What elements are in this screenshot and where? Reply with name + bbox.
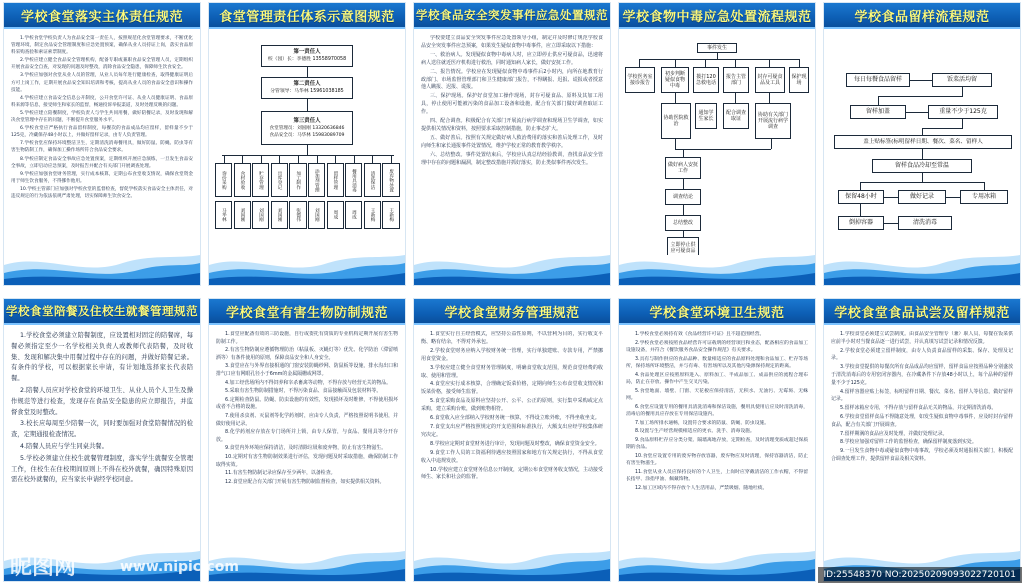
paragraph: 二、报告情况。学校应在发现疑似食物中毒事件后2小时内，向所在地教育行政部门、市场监督管理部门和卫生健康部门报告，不得瞒报、迟报、谎报或者授意他人瞒报、迟报、谎报。	[421, 68, 603, 91]
connector	[910, 80, 932, 81]
paragraph: 五、做好善后。按照有关规定做好病人救治费用的落实和善后处理工作，及时向师生和家长通报事件处置情况，维护学校正常的教育教学秩序。	[421, 134, 603, 149]
duty-cell: 食材验收	[234, 163, 251, 197]
flow-node: 协助有关部门开展流行病学调查	[755, 103, 791, 139]
duty-holder-cell: 刘国刚	[234, 201, 251, 229]
panel-title: 学校食堂环境卫生规范	[649, 305, 785, 321]
connector	[735, 93, 736, 103]
paragraph: 2.学校应建立健全食品安全管理机构，配备专职或兼职食品安全管理人员，定期组织开展食品安全自查，对发现的问题及时整改，消除食品安全隐患，保障师生饮食安全。	[11, 58, 193, 71]
panel-body	[421, 331, 603, 551]
level1-person: 校（园）长：李德胜 13558970058	[267, 57, 347, 62]
connector	[860, 182, 984, 183]
duty-holder-cell: 刘国刚	[271, 201, 288, 229]
connector	[878, 96, 879, 105]
panel-header	[414, 299, 610, 325]
paragraph: 9.食堂内外环境应保持清洁，及时清除垃圾和废弃物，防止有害生物滋生。	[225, 445, 387, 452]
paragraph: 三、保护现场。保护好食堂加工操作现场，封存可疑食品、原料及其加工用具，停止使用可能被污染的食品加工设备和设施，配合有关部门做好调查取证工作。	[421, 93, 603, 116]
panel-body	[626, 331, 808, 551]
connector	[683, 179, 684, 189]
paragraph: 六、总结整改。事件处置结束后，学校应认真总结经验教训，查找食品安全管理中存在的问题和漏洞，制定整改措施并抓好落实，防止类似事件再次发生。	[421, 151, 603, 166]
paragraph: 7.留样期满的食品应及时处理，并做好处理记录。	[840, 430, 948, 437]
duty-holder-cell: 周成	[345, 201, 362, 229]
paragraph: 4.留样容器应贴上标签，标明留样日期、餐次、菜名、留样人等信息，做好留样记录。	[831, 388, 1013, 403]
flow-chart	[623, 35, 811, 255]
level2-person: 分管领导：马华林 15961038185	[270, 89, 344, 94]
connector	[222, 155, 394, 156]
connector	[683, 231, 684, 237]
duty-holder-cell: 周成	[327, 201, 344, 229]
paragraph: 5.食堂地面、墙壁、门窗、天花板应保持清洁，无积水、无油污、无霉斑、无蛛网。	[626, 388, 808, 401]
connector	[799, 59, 800, 67]
panel-text	[216, 331, 398, 486]
paragraph: 8.学校应制定食品安全事故应急处置预案，定期组织开展应急演练，一旦发生食品安全事故，立即启动应急预案，及时报告并配合有关部门开展调查处理。	[11, 156, 193, 169]
wave-decoration	[209, 251, 405, 285]
panel-title: 学校食品安全突发事件应急处置规范	[416, 8, 608, 22]
connector	[984, 182, 985, 190]
connector	[884, 223, 898, 224]
paragraph: 10.食堂应设置专用的废弃物存放容器，废弃物应及时清理，保持容器清洁，防止有害生物滋生。	[626, 453, 808, 466]
panel-poisoning-flow	[618, 2, 816, 286]
wave-decoration	[414, 251, 610, 285]
paragraph: 5.食堂采购食品及原料应坚持公开、公平、公正的原则，实行集中采购或定点采购，建立采购台账，做到账物相符。	[421, 398, 603, 413]
paragraph: 4.陪餐人员应与学生同桌共餐。	[20, 442, 108, 450]
panel-text	[831, 331, 1013, 464]
paragraph: 1.食堂应配备有效的三防设施，自行或委托有资质的专业机构定期开展有害生物防制工作。	[216, 331, 398, 345]
connector	[946, 197, 960, 198]
paragraph: 7.食堂支出应严格按照规定的开支范围和标准执行，大额支出应经学校集体研究决定。	[421, 423, 603, 438]
flow-node: 专用冰箱	[960, 190, 1008, 204]
connector	[307, 99, 308, 111]
paragraph: 3.学校应建立健全食堂财务管理制度，明确食堂收支范围，规范食堂经费的收取、使用和管理。	[421, 364, 603, 379]
duty-holder-cell: 张德伟	[289, 201, 306, 229]
panel-title: 学校食堂落实主体责任规范	[20, 9, 183, 25]
paragraph: 2.陪餐人员应对学校食堂的环境卫生、从业人员个人卫生及操作规范等进行检查，发现存在食品安全隐患的应立即报告，并监督食堂及时整改。	[11, 386, 193, 416]
panel-accompany-meal	[3, 298, 201, 582]
flow-node-start: 事件发生	[697, 43, 737, 53]
paragraph: 6.食堂收入应全部纳入学校财务统一核算，不得设立账外账，不得坐收坐支。	[430, 415, 600, 422]
paragraph: 11.食堂从业人员应保持良好的个人卫生，上岗时应穿戴清洁的工作衣帽，不得留长指甲、涂指甲油、佩戴饰物。	[626, 469, 808, 482]
connector	[224, 155, 225, 163]
flow-node: 每日每餐食品留样	[846, 73, 910, 87]
flow-node: 封存可疑食品及工具	[755, 67, 785, 93]
duty-holder-cell: 刘国刚	[308, 201, 325, 229]
panel-title: 学校食物中毒应急处置流程规范	[622, 9, 812, 25]
connector	[675, 139, 676, 149]
connector	[922, 149, 923, 159]
connector	[771, 139, 772, 149]
duty-cell: 贮存管理	[252, 163, 269, 197]
panel-text	[11, 331, 193, 486]
panel-header	[824, 3, 1020, 29]
paragraph: 11.有害生物防制记录应保存至少两年，以备检查。	[225, 470, 336, 477]
duty-cell: 添加剂管理	[308, 163, 325, 197]
panel-title: 学校食品留样流程规范	[854, 9, 990, 25]
paragraph: 4.学校应建立食品安全信息公开制度，公开食堂许可证、从业人员健康证明、食品原料来源等信息，接受师生和家长的监督，畅通投诉举报渠道，及时处理反映的问题。	[11, 95, 193, 108]
connector	[860, 182, 861, 190]
connector	[769, 93, 770, 103]
paragraph: 12.加工区域内不得存放个人生活用品，严禁吸烟、随地吐痰。	[635, 485, 768, 491]
flow-node: 做好记录	[898, 190, 946, 204]
flow-node: 调查结论	[665, 189, 701, 205]
paragraph: 2.学校食堂必须建立留样制度，由专人负责食品留样的采集、保存、处理及记录。	[831, 347, 1013, 362]
paragraph: 4.食堂应实行成本核算，合理确定饭菜价格，定期向师生公布食堂收支情况和饭菜价格，接受师生监督。	[421, 381, 603, 396]
connector	[639, 59, 640, 67]
panel-header	[414, 3, 610, 29]
level3-person: 食堂管理员：刘国刚 13320636846	[269, 125, 345, 131]
paragraph: 8.学校应加强对留样工作的监督检查，确保留样制度落到实处。	[840, 439, 977, 446]
paragraph: 9.学校应加强食堂财务管理，实行成本核算，定期公布食堂收支情况，确保食堂资金用于师生饮食服务，不得挪作他用。	[11, 171, 193, 184]
paragraph: 1.学校食堂学校负责人为食品安全第一责任人，按照规范化食堂管理要求，不断优化管理环境，制定食品安全管理制度和应急处置预案，确保从业人员持证上岗，落实食品原料采购查验和索证索票制度。	[11, 36, 193, 56]
watermark-url: www.nipic.com	[120, 559, 239, 575]
paragraph: 7.加工场所排水通畅，设置符合要求的防鼠、防蝇、防虫设施。	[635, 420, 770, 426]
flow-node: 通知学生家长	[695, 103, 717, 129]
panel-header	[619, 299, 815, 325]
panel-header	[209, 299, 405, 325]
panel-body	[11, 35, 193, 255]
panel-text	[11, 35, 193, 200]
panel-title: 学校食堂陪餐及住校生就餐管理规范	[6, 304, 198, 318]
connector	[391, 155, 392, 163]
panel-main-responsibility	[3, 2, 201, 286]
paragraph: 6.食堂应设置专用的餐用具清洗消毒和保洁设施，餐用具使用后应及时清洗消毒，消毒后的餐用具应存放在专用保洁设施内。	[626, 404, 808, 417]
paragraph: 5.采取有害生物防制措施时，不得污染食品、食品接触面及包装材料等。	[225, 388, 382, 395]
connector	[769, 59, 770, 67]
paragraph: 3.学校食堂提供的每餐次所有食品成品均应留样，留样食品应按照品种分别盛放于清洗消毒后的专用密闭容器内，在冷藏条件下存放48小时以上，每个品种的留样量不少于125克。	[831, 364, 1013, 386]
flow-node: 协助医院救治	[661, 103, 691, 139]
paragraph: 6.学校食堂留样食品不得随意处理，如发生疑似食物中毒事件，应及时封存留样食品，配合有关部门开展调查。	[831, 413, 1013, 428]
paragraph: 2.有害生物防制应遵循物理防治（粘鼠板、灭蝇灯等）优先、化学防治（滞留喷洒等）有条件使用的原则，保障食品安全和人身安全。	[216, 347, 398, 361]
paragraph: 3.校长应每周至少陪餐一次，同时要加强对食堂陪餐情况的检查，定期通报检查情况。	[11, 420, 193, 439]
org-chart	[213, 35, 401, 255]
connector	[962, 87, 963, 96]
connector	[906, 112, 928, 113]
paragraph: 12.食堂应配合有关部门开展有害生物防制监督检查，如实提供相关资料。	[225, 478, 385, 485]
duty-cell: 加工制作	[289, 163, 306, 197]
wave-decoration	[4, 251, 200, 285]
watermark-brand: 昵图网	[10, 555, 77, 580]
paragraph: 3.食堂应在与外界直接相通的门窗安装防蝇纱网、防鼠板等设施，排水沟出口和排气口应有网眼孔径小于6mm的金属隔栅或网罩。	[216, 363, 398, 377]
paragraph: 8.设置与生产经营规模相适应的更衣、洗手、消毒设施。	[635, 429, 755, 434]
panel-header	[619, 3, 815, 29]
flow-node: 盖上贴标签(标明留样日期、餐次、菜名、留样人	[834, 135, 1012, 149]
flow-node: 立即停止供应可疑食品	[667, 237, 699, 255]
connector	[705, 59, 706, 67]
paragraph: 9.食堂工作人员的工资福利待遇应按照国家和地方有关规定执行，不得从食堂收入中违规发放。	[421, 449, 603, 464]
flow-node: 留样加盖	[850, 105, 906, 119]
duty-cell: 餐用具消毒	[345, 163, 362, 197]
panel-pest-control	[208, 298, 406, 582]
connector	[354, 155, 355, 163]
connector	[317, 155, 318, 163]
panel-sample-retention-flow	[823, 2, 1021, 286]
paragraph: 6.学校食堂应严格执行食品留样制度，每餐次的食品成品均应留样，留样量不少于125克，冷藏保存48小时以上，并做好留样记录，由专人负责管理。	[11, 126, 193, 139]
paragraph: 1.学校食堂必须建立试尝制度。由食品安全管理专（兼）职人员，每餐在饭菜供应前半小时对当餐食品逐一进行试尝，并认真填写试尝记录和情况反馈。	[831, 331, 1013, 345]
paragraph: 2.学校食堂财务应纳入学校财务统一管理，实行单独建账、专款专用，严禁挪用食堂资金。	[421, 347, 603, 362]
flow-node: 清洗消毒	[898, 216, 952, 230]
connector	[335, 155, 336, 163]
duty-cell: 废弃物处置	[382, 163, 399, 197]
panel-header	[4, 3, 200, 29]
paragraph: 5.学校应建立陪餐制度，学校负责人与学生共同用餐，做好陪餐记录，及时发现和解决食堂管理中存在的问题，不断提升食堂服务水平。	[11, 110, 193, 124]
connector	[675, 59, 676, 67]
connector	[860, 204, 861, 216]
panel-body	[831, 331, 1013, 551]
flow-node: 做好病人安抚工作	[665, 157, 701, 179]
panel-emergency-response	[413, 2, 611, 286]
wave-decoration	[619, 251, 815, 285]
paragraph: 7.学校食堂应保持环境整洁卫生，定期清洗消毒餐用具，做好防鼠、防蝇、防虫等有害生物防制工作，确保加工操作场所符合食品安全要求。	[11, 141, 193, 154]
flow-chart	[828, 35, 1016, 255]
panel-text	[421, 331, 603, 482]
duty-cell: 清洗保洁	[364, 163, 381, 197]
paragraph: 学校要建立食品安全突发事件应急处置领导小组，制定并及时修订规范学校食品安全突发事件应急预案，如果发生疑似食物中毒事件，应立即采取以下措施：	[421, 35, 603, 49]
paragraph: 4.加工经营场所内不得饲养和宰杀畜禽等动物，不得存放与经营无关的物品。	[225, 379, 392, 386]
panel-body	[421, 35, 603, 255]
paragraph: 10.学校应建立食堂财务信息公开制度，定期公布食堂财务收支情况，主动接受师生、家长和社会的监督。	[421, 466, 603, 481]
paragraph: 7.使用杀虫剂、灭鼠剂等化学药剂时，应由专人负责，严格按照说明书使用，并做好使用记录。	[216, 412, 398, 427]
connector	[279, 155, 280, 163]
panel-title: 学校食堂有害生物防制规范	[225, 305, 388, 321]
panel-body	[216, 331, 398, 551]
connector	[242, 155, 243, 163]
flow-node: 保护现场	[789, 67, 809, 93]
paragraph: 3.学校应加强对食堂从业人员的管理，从业人员每年进行健康检查，取得健康证明后方可上岗工作，定期开展食品安全知识培训和考核，提高从业人员的食品安全意识和操作技能。	[11, 73, 193, 93]
panel-tasting-retention	[823, 298, 1021, 582]
connector	[372, 155, 373, 163]
paragraph: 一、救治病人。发现疑似食物中毒病人时，应立即停止供应可疑食品，迅速将病人送往就近医疗机构进行救治，同时通知病人家长，做好安抚工作。	[421, 51, 603, 66]
connector	[261, 155, 262, 163]
paragraph: 9.一旦发生食物中毒或疑似食物中毒事故，学校必须及时通报相关部门，积极配合调查处理工作，提供留样食品及相关资料。	[831, 448, 1013, 462]
wave-decoration	[414, 547, 610, 581]
panel-header	[209, 3, 405, 29]
paragraph: 8.学校应定期对食堂财务进行审计，发现问题及时整改，确保食堂资金安全。	[430, 440, 600, 447]
panel-body	[11, 331, 193, 551]
panel-text	[421, 35, 603, 168]
connector	[307, 67, 308, 77]
panel-header	[824, 299, 1020, 325]
panel-title: 学校食堂食品试尝及留样规范	[834, 305, 1010, 321]
flow-node: 总结整改	[665, 215, 701, 231]
duty-cell: 询价采购	[215, 163, 232, 197]
connector	[922, 128, 923, 135]
connector	[878, 96, 963, 97]
flow-node: 饭菜活均留	[932, 73, 992, 87]
panel-title: 食堂管理责任体系示意图规范	[219, 9, 395, 25]
flow-node: 初步判断疑似食物中毒	[661, 67, 689, 93]
paragraph: 1.食堂实行自主经营模式，应坚持公益性原则，不以营利为目的，实行收支平衡、略有结余，不得对外承包。	[421, 331, 603, 345]
paragraph: 6.定期检查防鼠、防蝇、防虫设施的有效性，发现损坏及时维修，不得使用损坏或者不合格的设施。	[216, 396, 398, 411]
duty-holder-cell: 王新梅	[382, 201, 399, 229]
connector	[675, 149, 771, 150]
level1-title: 第一责任人	[293, 49, 321, 55]
connector	[307, 145, 308, 155]
panel-text	[626, 331, 808, 492]
watermark-id-bar: ID:25548370 NO:20250209093022720101	[818, 567, 1023, 583]
connector	[683, 149, 684, 157]
duty-holder-cell: 王新梅	[364, 201, 381, 229]
paragraph: 2.学校食堂必须按照食品经营许可证载明的经营项目和业态，配备相应的食品加工设施设备，并符合《餐饮服务食品安全操作规范》有关要求。	[626, 340, 808, 353]
wave-decoration	[619, 547, 815, 581]
paragraph: 9.食品原料贮存应分类分架、隔墙离地存放，定期检查，及时清理变质或超过保质期的食品。	[626, 437, 808, 450]
connector	[639, 59, 799, 60]
level3-person: 食品安全员：马华林 15983089709	[269, 132, 345, 138]
connector	[962, 119, 963, 128]
connector	[675, 93, 676, 103]
wave-decoration	[824, 251, 1020, 285]
flow-node: 重量不少于125克	[928, 105, 998, 119]
duty-cell: 出库登记	[271, 163, 288, 197]
poster-grid	[3, 2, 1021, 583]
level2-title: 第二责任人	[293, 81, 321, 87]
paragraph: 5.学校必须建立住校生就餐管理制度，落实学生就餐安全管理工作，住校生在住校期间原则上不得在校外就餐，确因特殊原因需在校外就餐的，应当家长申请经学校同意。	[11, 454, 193, 484]
duty-holder-cell: 马华林	[215, 201, 232, 229]
flow-node: 拨打120急救电话	[693, 67, 719, 93]
level2-box	[261, 77, 353, 99]
connector	[922, 128, 963, 129]
flow-node: 配合调查取证	[723, 103, 749, 129]
duty-holder-cell: 刘国刚	[252, 201, 269, 229]
level1-box	[261, 45, 353, 67]
paragraph: 8.化学药剂应存放在专门场所并上锁，由专人保管，与食品、餐用具等分开存放。	[216, 429, 398, 443]
connector	[683, 205, 684, 215]
panel-environment-hygiene	[618, 298, 816, 582]
panel-responsibility-system	[208, 2, 406, 286]
paragraph: 5.留样冰箱应专用，不得存放与留样食品无关的物品，并定期清洗消毒。	[840, 405, 997, 412]
flow-node: 保留48小时	[838, 190, 884, 204]
connector	[884, 197, 898, 198]
level3-title: 第三责任人	[293, 117, 321, 124]
connector	[735, 59, 736, 67]
paragraph: 四、配合调查。积极配合有关部门开展流行病学调查和现场卫生学调查，如实提供相关情况和资料，按照要求采取控制措施，防止事态扩大。	[421, 118, 603, 132]
panel-title: 学校食堂财务管理规范	[444, 305, 580, 321]
flow-node: 倒掉容器	[838, 216, 884, 230]
panel-header	[4, 299, 200, 325]
paragraph: 10.定期对有害生物防制效果进行评估，发现问题及时采取措施，确保防制工作取得实效。	[216, 453, 398, 468]
paragraph: 3.具有与制作供应的食品品种、数量相适应的食品原料处理和食品加工、贮存等场所，保持场所环境整洁，并与有毒、有害场所以及其他污染源保持规定的距离。	[626, 356, 808, 369]
flow-node: 学校医务室接诊报告	[625, 67, 655, 93]
paragraph: 4.食品处理区应按照原料进入、原料加工、半成品加工、成品供应的流程合理布局，防止在存放、操作中产生交叉污染。	[626, 372, 808, 385]
flow-node: 留样食品冷却至常温	[872, 159, 972, 173]
paragraph: 10.学校主管部门应加强对学校食堂的监督检查，督促学校落实食品安全主体责任，对违反规定的行为依法依规严肃处理，切实保障师生饮食安全。	[11, 186, 193, 199]
paragraph: 1.学校食堂必须持有效《食品经营许可证》且不超范围经营。	[635, 332, 765, 337]
panel-financial-management	[413, 298, 611, 582]
paragraph: 1.学校食堂必须建立陪餐制度，应设置相对固定的陪餐席，每餐必须指定至少一名学校相关负责人或教师代表陪餐，及时收集、发现和解决集中用餐过程中存在的问题，并做好陪餐记录。有条件的学校，可以根据家长申请，有计划地选择家长代表陪餐。	[11, 332, 193, 383]
duty-cell: 留样管理	[327, 163, 344, 197]
connector	[922, 173, 923, 182]
flow-node: 报告主管部门	[723, 67, 749, 93]
connector	[298, 155, 299, 163]
level3-box	[261, 111, 353, 145]
